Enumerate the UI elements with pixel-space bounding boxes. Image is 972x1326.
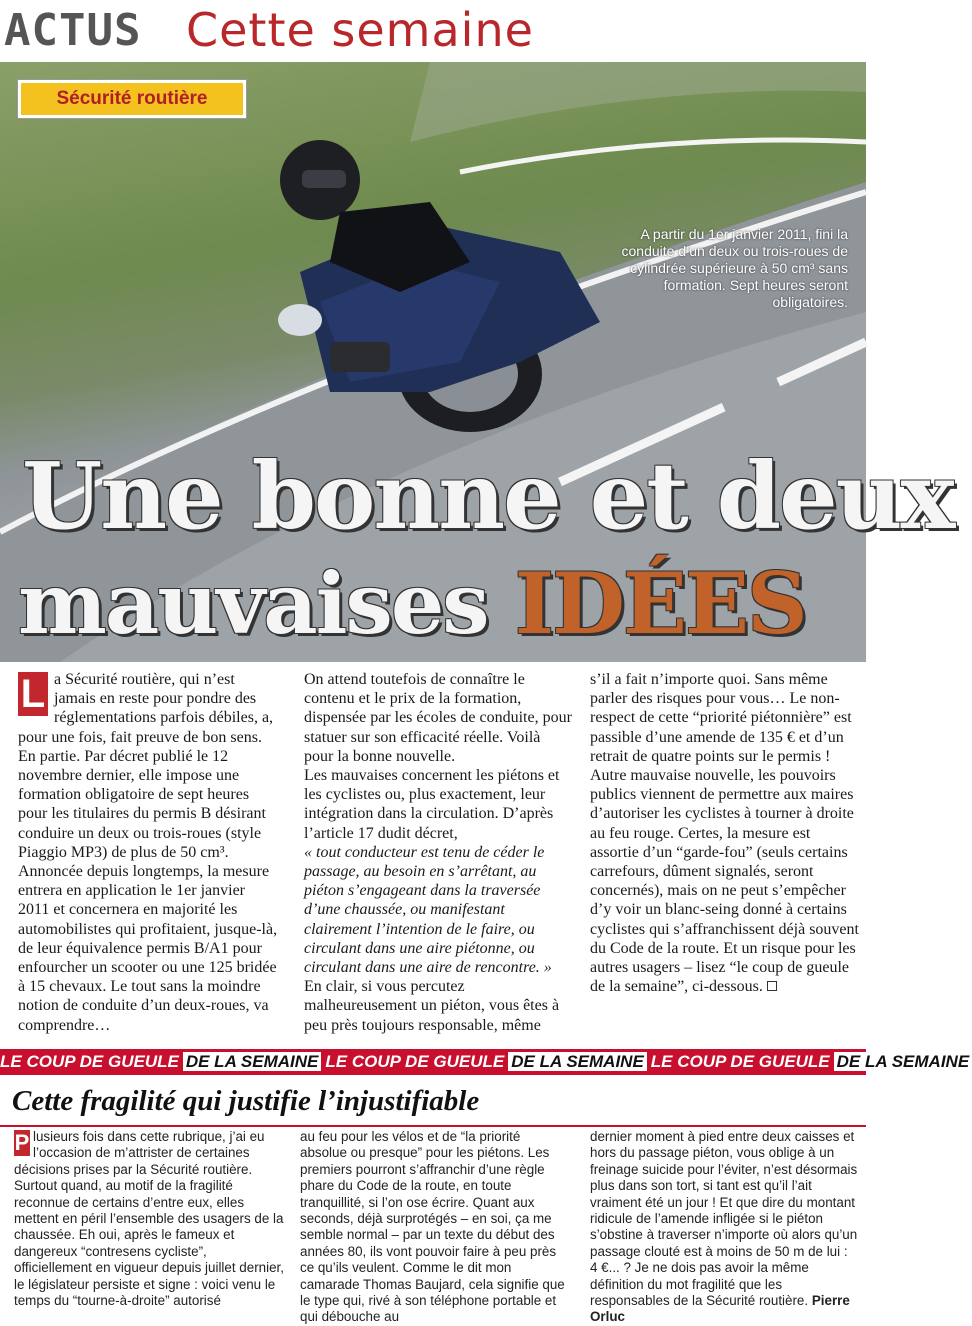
article-col2-para-a: On attend toutefois de connaître le contenu et le prix de la formation, dispensée par les écoles de conduite, pour statuer sur son efficacité réelle. Voilà pour la bonne nouvelle.: [304, 671, 572, 765]
opinion-col3-text: dernier moment à pied entre deux caisses et hors du passage piéton, vous oblige à un freinage suicide pour l’éviter, n’est désormais plus dans son tort, si tant est qu’il l’ait vraiment été un jour ! Et que dire du montant ridicule de l’amende infligée si le piéton s’obstine à traverser n’importe où alors qu’un passage clouté est à moins de 50 m de lui : 4 €... ? Je ne dois pas avoir la même définition du mot fragilité que les responsables de la Sécurité routière.: [590, 1129, 858, 1309]
article-column-2: [304, 670, 572, 1035]
opinion-column-1: [14, 1129, 284, 1309]
opinion-column-3: [590, 1129, 858, 1326]
band-part-b: DE LA SEMAINE: [834, 1052, 972, 1071]
opinion-dropcap: P: [14, 1130, 30, 1155]
article-col1-text: a Sécurité routière, qui n’est jamais en reste pour pondre des réglementations parfois débiles, a, pour une fois, fait preuve de bon sens. En partie. Par décret publié le 12 novembre dernier, elle impose une formation obligatoire de sept heures pour les titulaires du permis B désirant conduire un deux ou trois-roues (style Piaggio MP3) de plus de 50 cm³. Annoncée depuis longtemps, la mesure entrera en application le 1er janvier 2011 et concernera en majorité les automobilistes qui profitaient, jusque-là, de leur équivalence permis B/A1 pour enfourcher un scooter ou une 125 bridée à 15 chevaux. Le tout sans la moindre notion de conduite d’un deux-roues, va comprendre…: [18, 671, 278, 1034]
article-quote-text: « tout conducteur est tenu de céder le passage, au besoin en s’arrêtant, au piéton s’engageant dans la traversée d’une chaussée, ou manifestant clairement l’intention de le faire, ou circulant dans une aire piétonne, ou circulant dans une aire de rencontre. »: [304, 843, 552, 977]
opinion-title: Cette fragilité qui justifie l’injustifiable: [12, 1085, 480, 1117]
article-col2-para-b: Les mauvaises concernent les piétons et les cyclistes ou, plus exactement, leur intégration dans la circulation. D’après l’article 17 dudit décret,: [304, 767, 560, 842]
band-part-a: LE COUP DE GUEULE: [325, 1052, 505, 1071]
rubric-actus: ACTUS: [4, 5, 142, 56]
opinion-col1-text: lusieurs fois dans cette rubrique, j’ai eu l’occasion de m’attrister de certaines décisions prises par la Sécurité routière. Surtout quand, au motif de la fragilité reconnue de certains d’entre eux, elles mettent en péril l’ensemble des usagers de la chaussée. Eh oui, après le fameux et dangereux “contresens cycliste”, officiellement en vigueur depuis juillet dernier, le législateur persiste et signe : voici venu le temps du “tourne-à-droite” autorisé: [14, 1129, 284, 1309]
headline-line-1: Une bonne et deux: [22, 442, 954, 550]
band-part-b: DE LA SEMAINE: [508, 1052, 647, 1071]
opinion-col2-text: au feu pour les vélos et de “la priorité absolue ou presque” pour les piétons. Les premiers pourront s’affranchir d’une règle phare du Code de la route, en toute tranquillité, si l’on ose écrire. Quant aux seconds, déjà surprotégés – en soi, ça me semble normal – par un texte du début des années 80, ils vont pouvoir faire à peu près ce qu’ils veulent. Comme le dit mon camarade Thomas Baujard, cela signifie que le type qui, rivé à son téléphone portable et qui débouche au: [300, 1129, 565, 1325]
photo-caption: A partir du 1er janvier 2011, fini la conduite d’un deux ou trois-roues de cylindrée supérieure à 50 cm³ sans formation. Sept heures seront obligatoires.: [621, 226, 848, 310]
article-col2-para-c: En clair, si vous percutez malheureusement un piéton, vous êtes à peu près toujours responsable, même: [304, 978, 560, 1034]
article-column-1: [18, 670, 280, 1035]
article-col3-text: s’il a fait n’importe quoi. Sans même parler des risques pour vous… Le non-respect de cette “priorité piétonnière” est passible d’une amende de 135 € et d’un retrait de quatre points sur le permis ! Autre mauvaise nouvelle, les pouvoirs publics viennent de permettre aux maires d’autoriser les cyclistes à tourner à droite au feu rouge. Certes, la mesure est assortie d’un “garde-fou” (seuls certains carrefours, dûment signalés, seront concernés), mais on ne peut s’empêcher d’y voir un blanc-seing donné à certains cyclistes qui s’affranchissent déjà souvent du Code de la route. Et un risque pour les autres usagers – lisez “le coup de gueule de la semaine”, ci-dessous.: [590, 671, 859, 996]
section-tag: [18, 80, 246, 118]
article-dropcap: L: [18, 672, 48, 716]
section-tag-label: Sécurité routière: [56, 88, 208, 109]
opinion-column-2: [300, 1129, 570, 1326]
article-column-3: [590, 670, 860, 996]
headline-line-2a: mauvaises: [18, 554, 515, 653]
end-mark-icon: [767, 981, 777, 991]
opinion-divider: [0, 1125, 866, 1127]
band-part-a: LE COUP DE GUEULE: [650, 1052, 830, 1071]
opinion-box: [0, 1075, 866, 1325]
article-col2-quote: [304, 843, 572, 977]
band-part-a: LE COUP DE GUEULE: [0, 1052, 179, 1071]
opinion-author: Pierre Orluc: [590, 1293, 850, 1325]
coup-de-gueule-band: [0, 1049, 970, 1075]
article-body: [0, 662, 866, 1042]
headline-accent: IDÉES: [514, 554, 806, 653]
headline-line-2: [18, 556, 806, 652]
page-rubric: [0, 0, 866, 62]
rubric-week: Cette semaine: [186, 3, 534, 57]
band-part-b: DE LA SEMAINE: [183, 1052, 322, 1071]
